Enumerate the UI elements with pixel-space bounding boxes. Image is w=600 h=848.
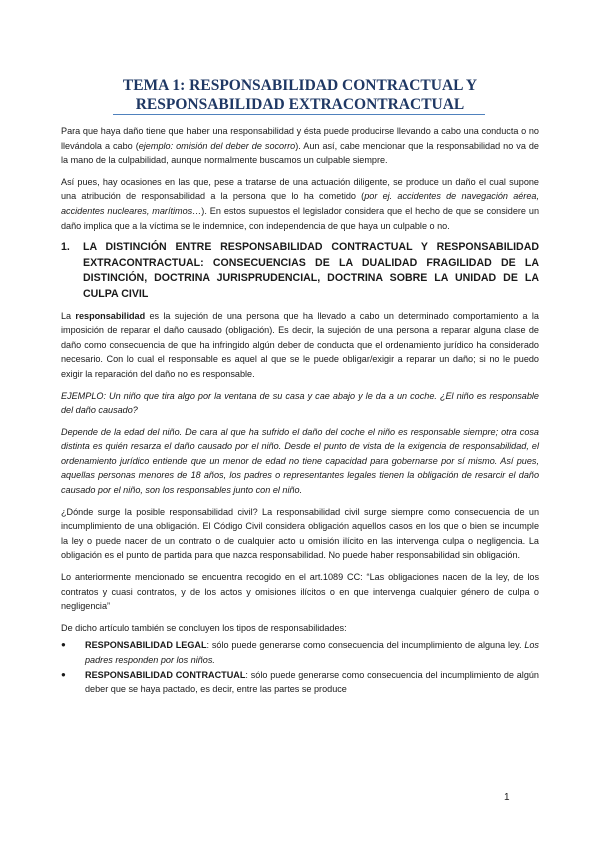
article-quote-paragraph: Lo anteriormente mencionado se encuentra recogido en el art.1089 CC: “Las obligaciones nacen de la ley, de los contratos y cuasi contratos, y de los actos y omisiones ilícitos o en que intervenga cualquier género de culpa o negligencia” xyxy=(61,572,539,612)
definition-paragraph xyxy=(61,309,539,382)
title-underline xyxy=(113,114,485,115)
intro-p1-text-a: Para que haya daño tiene que haber una responsabilidad y ésta puede producirse llevando a cabo una conducta o no llevándola a cabo ( xyxy=(61,126,539,151)
definition-term: responsabilidad xyxy=(75,310,146,321)
bullet-icon: ● xyxy=(61,640,66,650)
document-title xyxy=(60,76,540,114)
list-item-example: Los padres responden por los niños. xyxy=(85,640,539,665)
title-line-1: TEMA 1: RESPONSABILIDAD CONTRACTUAL Y xyxy=(122,77,478,94)
list-item xyxy=(61,638,539,667)
intro-p1-text-b: ). Aun así, cabe mencionar que la responsabilidad no va de la mano de la culpabilidad, aunque normalmente buscamos un culpable siempre. xyxy=(61,140,539,166)
civil-liability-paragraph: ¿Dónde surge la posible responsabilidad civil? La responsabilidad civil surge siempre como consecuencia de un incumplimiento de una obligación. El Código Civil considera obligación aquellos casos en los que o bien se incumple la ley o puede nacer de un contrato o de cualquier acto u omisión ilícito en las intervenga culpa o negligencia. La obligación es el punto de partida para que nazca responsabilidad. No puede haber responsabilidad sin obligación. xyxy=(61,506,539,561)
list-item-body: : sólo puede generarse como consecuencia del incumplimiento de alguna ley. xyxy=(206,640,525,651)
intro-paragraph-1 xyxy=(61,124,539,168)
responsibility-types-list xyxy=(61,638,539,696)
list-item-text xyxy=(85,668,539,697)
types-intro-paragraph: De dicho artículo también se concluyen los tipos de responsabilidades: xyxy=(61,622,347,633)
intro-p1-example: ejemplo: omisión del deber de socorro xyxy=(138,140,296,151)
section-1-heading xyxy=(61,240,539,302)
document-body xyxy=(61,124,539,697)
list-item-label: RESPONSABILIDAD LEGAL xyxy=(85,640,207,651)
intro-p2-text-a: Así pues, hay ocasiones en las que, pese a tratarse de una actuación diligente, se produce un daño el cual supone una atribución de responsabilidad a la persona que lo ha cometido ( xyxy=(61,176,539,202)
example-question xyxy=(61,389,539,418)
list-item-body: : sólo puede generarse como consecuencia del incumplimiento de algún deber que se haya pactado, es decir, entre las partes se produce xyxy=(85,669,539,695)
example-question-text: EJEMPLO: Un niño que tira algo por la ventana de su casa y cae abajo y le da a un coche. ¿El niño es responsable del daño causado? xyxy=(61,390,539,416)
definition-text-a: La xyxy=(61,310,76,321)
intro-paragraph-2 xyxy=(61,175,539,233)
list-item-text xyxy=(85,638,539,667)
title-line-2: RESPONSABILIDAD EXTRACONTRACTUAL xyxy=(135,96,465,113)
list-item xyxy=(61,668,539,697)
list-item-label: RESPONSABILIDAD CONTRACTUAL xyxy=(85,669,246,680)
intro-p2-example: por ej. accidentes de navegación aérea, accidentes nucleares, marítimos… xyxy=(61,191,539,216)
definition-text-b: es la sujeción de una persona que ha llevado a cabo un determinado comportamiento a la imposición de reparar el daño causado (obligación). Es decir, la sujeción de una persona a reparar alguna clase de daño como consecuencia de que ha infringido algún deber de conducta que el ordenamiento jurídico ha considerado necesario. Con lo cual el responsable es aquel al que se le puede obligar/exigir a reparar un daño; si no le puedo exigir la reparación del daño no es responsable. xyxy=(61,310,539,379)
example-answer xyxy=(61,425,539,498)
intro-p2-text-b: ). En estos supuestos el legislador considera que el hecho de que se considere un daño implica que a la víctima se le indemnice, con independencia de que haya un culpable o no. xyxy=(61,205,539,231)
page-number: 1 xyxy=(504,792,510,803)
section-heading-text: LA DISTINCIÓN ENTRE RESPONSABILIDAD CONTRACTUAL Y RESPONSABILIDAD EXTRACONTRACTUAL: CONSECUENCIAS DE LA DUALIDAD FRAGILIDAD DE LA DISTINCIÓN, DOCTRINA JURISPRUDENCIAL, DOCTRINA SOBRE LA UNIDAD DE LA CULPA CIVIL xyxy=(83,241,539,300)
bullet-icon: ● xyxy=(61,669,66,679)
example-answer-text: Depende de la edad del niño. De cara al que ha sufrido el daño del coche el niño es responsable siempre; otra cosa distinta es quién resarza el daño causado por el niño. Desde el punto de vista de la exigencia de responsabilidad, el ordenamiento jurídico entiende que un menor de edad no tiene capacidad para gobernarse por sí mismo. Así pues, aquellas personas menores de 18 años, los padres o representantes legales tienen la obligación de resarcir el daño causado por el niño, son los responsables junto con el niño. xyxy=(61,426,539,496)
section-number: 1. xyxy=(61,241,70,254)
